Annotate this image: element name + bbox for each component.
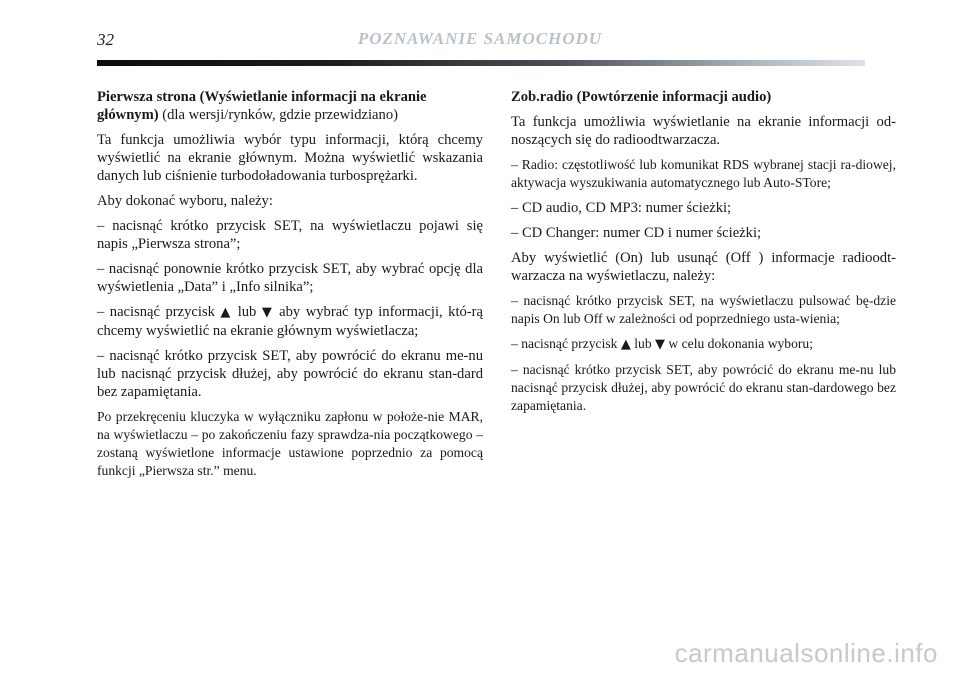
paragraph: – CD Changer: numer CD i numer ścieżki; <box>511 225 762 241</box>
page-header <box>0 0 960 70</box>
arrow-up-icon: ▲ <box>220 305 233 320</box>
left-heading <box>97 88 483 124</box>
left-heading-bold: Pierwsza strona (Wyświetlanie informacji na ekranie głównym) <box>97 89 427 123</box>
paragraph: Ta funkcja umożliwia wyświetlanie na ekranie informacji od-noszących się do radioodtwarzacza. <box>511 114 896 148</box>
paragraph: Ta funkcja umożliwia wybór typu informacji, którą chcemy wyświetlić na ekranie głównym. Można wyświetlić wskazania danych lub ciśnienie turbodoładowania turbosprężarki. <box>97 132 483 184</box>
text-fragment: – nacisnąć przycisk <box>97 304 221 320</box>
paragraph <box>511 335 896 354</box>
right-heading: Zob.radio (Powtórzenie informacji audio) <box>511 89 772 105</box>
paragraph: – CD audio, CD MP3: numer ścieżki; <box>511 200 732 216</box>
text-fragment: – nacisnąć przycisk <box>511 336 621 351</box>
arrow-up-icon: ▲ <box>620 337 631 352</box>
left-column <box>97 88 483 487</box>
section-title: POZNAWANIE SAMOCHODU <box>357 29 603 48</box>
paragraph: – nacisnąć ponownie krótko przycisk SET, aby wybrać opcję dla wyświetlenia „Data” i „Info silnika”; <box>97 261 483 295</box>
arrow-down-icon: ▼ <box>655 337 666 352</box>
paragraph <box>97 303 483 340</box>
text-fragment: lub <box>232 304 262 320</box>
text-fragment: lub <box>630 336 656 351</box>
paragraph: – nacisnąć krótko przycisk SET, na wyświetlaczu pulsować bę-dzie napis On lub Off w zależności od poprzedniego usta-wienia; <box>511 293 896 326</box>
paragraph: – nacisnąć krótko przycisk SET, aby powrócić do ekranu me-nu lub nacisnąć przycisk dłużej, aby powrócić do ekranu stan-dard bez zapamiętania. <box>97 348 483 400</box>
right-column <box>511 88 896 422</box>
text-fragment: aby wybrać typ informacji, któ-rą chcemy wyświetlić na ekranie głównym wyświetlacza; <box>97 304 483 339</box>
text-fragment: w celu dokonania wyboru; <box>665 336 814 351</box>
paragraph: Aby wyświetlić (On) lub usunąć (Off ) informacje radioodt-warzacza na wyświetlaczu, należy: <box>511 250 896 284</box>
watermark: carmanualsonline.info <box>674 638 938 668</box>
paragraph: – Radio: częstotliwość lub komunikat RDS wybranej stacji ra-diowej, aktywacja wyszukiwania automatycznego lub Auto-STore; <box>511 157 896 190</box>
left-heading-note: (dla wersji/rynków, gdzie przewidziano) <box>158 107 398 123</box>
paragraph: – nacisnąć krótko przycisk SET, na wyświetlaczu pojawi się napis „Pierwsza strona”; <box>97 218 483 252</box>
paragraph: – nacisnąć krótko przycisk SET, aby powrócić do ekranu me-nu lub nacisnąć przycisk dłużej, aby powrócić do ekranu stan-dardowego bez zapamiętania. <box>511 362 896 413</box>
paragraph: Aby dokonać wyboru, należy: <box>97 193 273 209</box>
page-number: 32 <box>97 30 114 49</box>
paragraph: Po przekręceniu kluczyka w wyłączniku zapłonu w położe-nie MAR, na wyświetlaczu – po zakończeniu fazy sprawdza-nia początkowego – zostaną wyświetlone informacje ustawione poprzednio za pomocą funkcji „Pierwsza str.” menu. <box>97 409 483 478</box>
arrow-down-icon: ▼ <box>261 305 274 320</box>
header-rule <box>97 60 865 66</box>
